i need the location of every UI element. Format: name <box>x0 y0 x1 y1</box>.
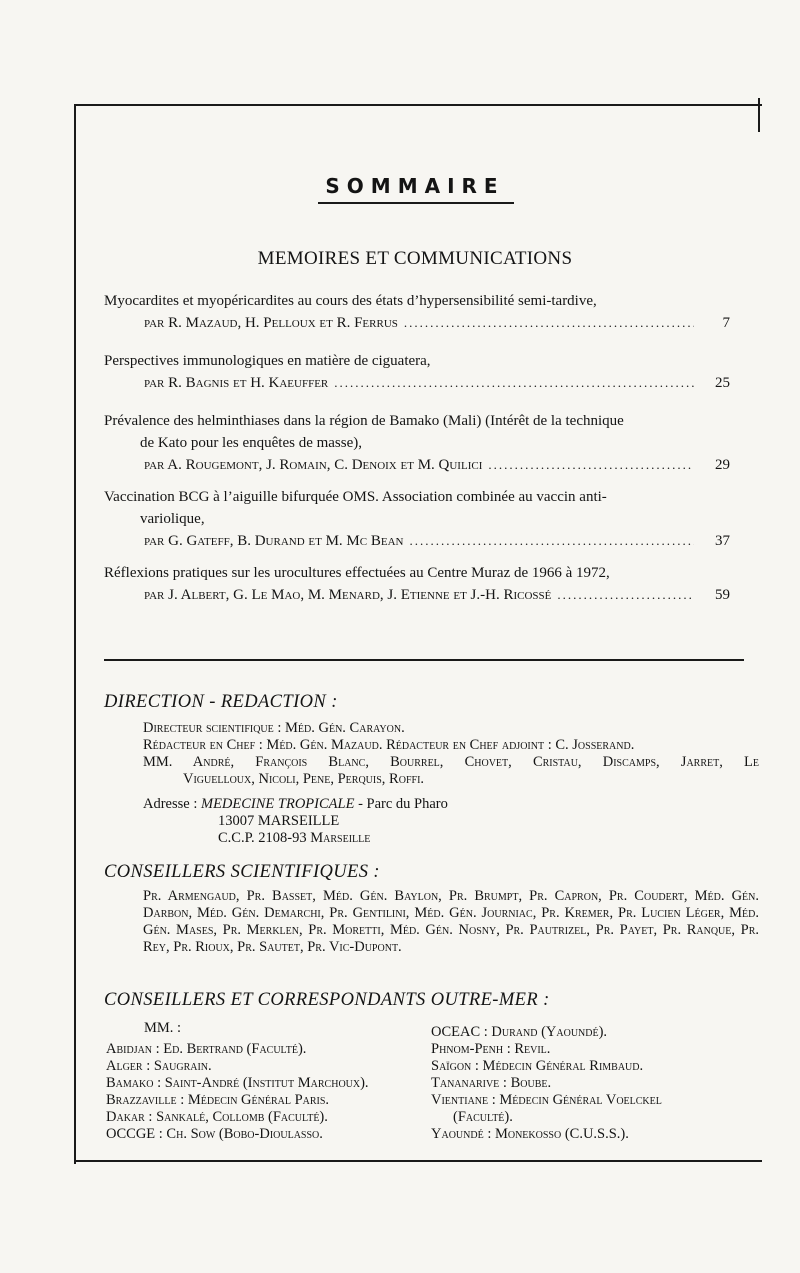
section-divider <box>104 659 744 661</box>
outremer-entry: Brazzaville : Médecin Général Paris. <box>106 1092 330 1108</box>
entry-authors: par R. Bagnis et H. Kaeuffer <box>144 375 329 391</box>
entry-title: Myocardites et myopéricardites au cours des états d’hypersensibilité semi-tardive, <box>104 293 597 309</box>
entry-title: Réflexions pratiques sur les urocultures effectuées au Centre Muraz de 1966 à 1972, <box>104 565 610 581</box>
toc-entry <box>104 410 730 476</box>
frame-left-rule <box>74 104 76 1164</box>
sommaire-underline <box>318 202 514 204</box>
outremer-entry: Tananarive : Boube. <box>431 1075 552 1091</box>
outremer-entry: Yaoundé : Monekosso (C.U.S.S.). <box>431 1126 629 1142</box>
direction-line: Rédacteur en Chef : Méd. Gén. Mazaud. Rédacteur en Chef adjoint : C. Josserand. <box>143 737 635 753</box>
entry-byline-row <box>104 312 730 334</box>
frame-right-rule <box>758 98 760 132</box>
entry-title: Perspectives immunologiques en matière de ciguatera, <box>104 353 431 369</box>
entry-authors: par A. Rougemont, J. Romain, C. Denoix et M. Quilici <box>144 457 483 473</box>
leader-dots <box>409 530 694 552</box>
outremer-entry: OCCGE : Ch. Sow (Bobo-Dioulasso. <box>106 1126 323 1142</box>
toc-entry <box>104 486 730 552</box>
outremer-entry: Phnom-Penh : Revil. <box>431 1041 551 1057</box>
outremer-entry: Dakar : Sankalé, Collomb (Faculté). <box>106 1109 328 1125</box>
address-city: 13007 MARSEILLE <box>218 813 340 829</box>
leader-dots <box>334 372 694 394</box>
direction-heading: DIRECTION - REDACTION : <box>104 692 338 712</box>
outremer-entry: Bamako : Saint-André (Institut Marchoux). <box>106 1075 369 1091</box>
entry-page: 29 <box>715 457 730 473</box>
frame-bottom-rule <box>74 1160 762 1162</box>
leader-dots <box>404 312 694 334</box>
address-place: - Parc du Pharo <box>358 796 448 812</box>
entry-authors: par J. Albert, G. Le Mao, M. Menard, J. Etienne et J.-H. Ricossé <box>144 587 552 603</box>
entry-title: Vaccination BCG à l’aiguille bifurquée OMS. Association combinée au vaccin anti- <box>104 489 607 505</box>
outremer-right-column <box>431 1024 761 1143</box>
toc-entry <box>104 562 730 606</box>
toc-entry <box>104 350 730 394</box>
sommaire-heading: SOMMAIRE <box>325 174 505 198</box>
direction-line: Viguelloux, Nicoli, Pene, Perquis, Roffi. <box>183 771 425 787</box>
entry-title-continued: de Kato pour les enquêtes de masse), <box>140 435 363 451</box>
conseillers-list: Pr. Armengaud, Pr. Basset, Méd. Gén. Baylon, Pr. Brumpt, Pr. Capron, Pr. Coudert, Méd. Gén. Darbon, Méd. Gén. Demarchi, Pr. Gentilini, Méd. Gén. Journiac, Pr. Kremer, Pr. Lucien Léger, Méd. Gén. Mases, Pr. Merklen, Pr. Moretti, Méd. Gén. Nosny, Pr. Pautrizel, Pr. Payet, Pr. Ranque, Pr. Rey, Pr. Rioux, Pr. Sautet, Pr. Vic-Dupont. <box>143 888 759 955</box>
leader-dots <box>488 454 694 476</box>
leader-dots <box>557 584 694 606</box>
outremer-entry: Vientiane : Médecin Général Voelckel <box>431 1092 662 1108</box>
entry-authors: par G. Gateff, B. Durand et M. Mc Bean <box>144 533 404 549</box>
outremer-entry: Alger : Saugrain. <box>106 1058 212 1074</box>
section-title: MEMOIRES ET COMMUNICATIONS <box>257 248 573 269</box>
toc-entry <box>104 290 730 334</box>
entry-page: 37 <box>715 533 730 549</box>
entry-title: Prévalence des helminthiases dans la région de Bamako (Mali) (Intérêt de la technique <box>104 413 624 429</box>
address-journal: MEDECINE TROPICALE <box>201 796 355 812</box>
entry-byline-row <box>104 372 730 394</box>
address-ccp: C.C.P. 2108-93 Marseille <box>218 830 371 846</box>
outremer-entry: OCEAC : Durand (Yaoundé). <box>431 1024 608 1040</box>
entry-page: 7 <box>722 315 730 331</box>
outremer-entry: Abidjan : Ed. Bertrand (Faculté). <box>106 1041 307 1057</box>
entry-page: 59 <box>715 587 730 603</box>
direction-line: MM. André, François Blanc, Bourrel, Chovet, Cristau, Discamps, Jarret, Le <box>143 754 759 770</box>
entry-byline-row <box>104 584 730 606</box>
outremer-left-column <box>106 1020 416 1143</box>
direction-block <box>143 720 759 788</box>
address-block <box>143 796 603 847</box>
entry-byline-row <box>104 454 730 476</box>
outremer-heading: CONSEILLERS ET CORRESPONDANTS OUTRE-MER : <box>104 990 550 1010</box>
direction-line: Directeur scientifique : Méd. Gén. Carayon. <box>143 720 405 736</box>
address-label: Adresse : <box>143 796 198 812</box>
entry-byline-row <box>104 530 730 552</box>
address-line <box>143 796 603 813</box>
entry-page: 25 <box>715 375 730 391</box>
outremer-entry: (Faculté). <box>453 1109 513 1125</box>
entry-authors: par R. Mazaud, H. Pelloux et R. Ferrus <box>144 315 398 331</box>
entry-title-continued: variolique, <box>140 511 205 527</box>
outremer-mm: MM. : <box>144 1020 182 1036</box>
outremer-entry: Saïgon : Médecin Général Rimbaud. <box>431 1058 644 1074</box>
conseillers-heading: CONSEILLERS SCIENTIFIQUES : <box>104 862 380 882</box>
frame-top-rule <box>74 104 762 106</box>
